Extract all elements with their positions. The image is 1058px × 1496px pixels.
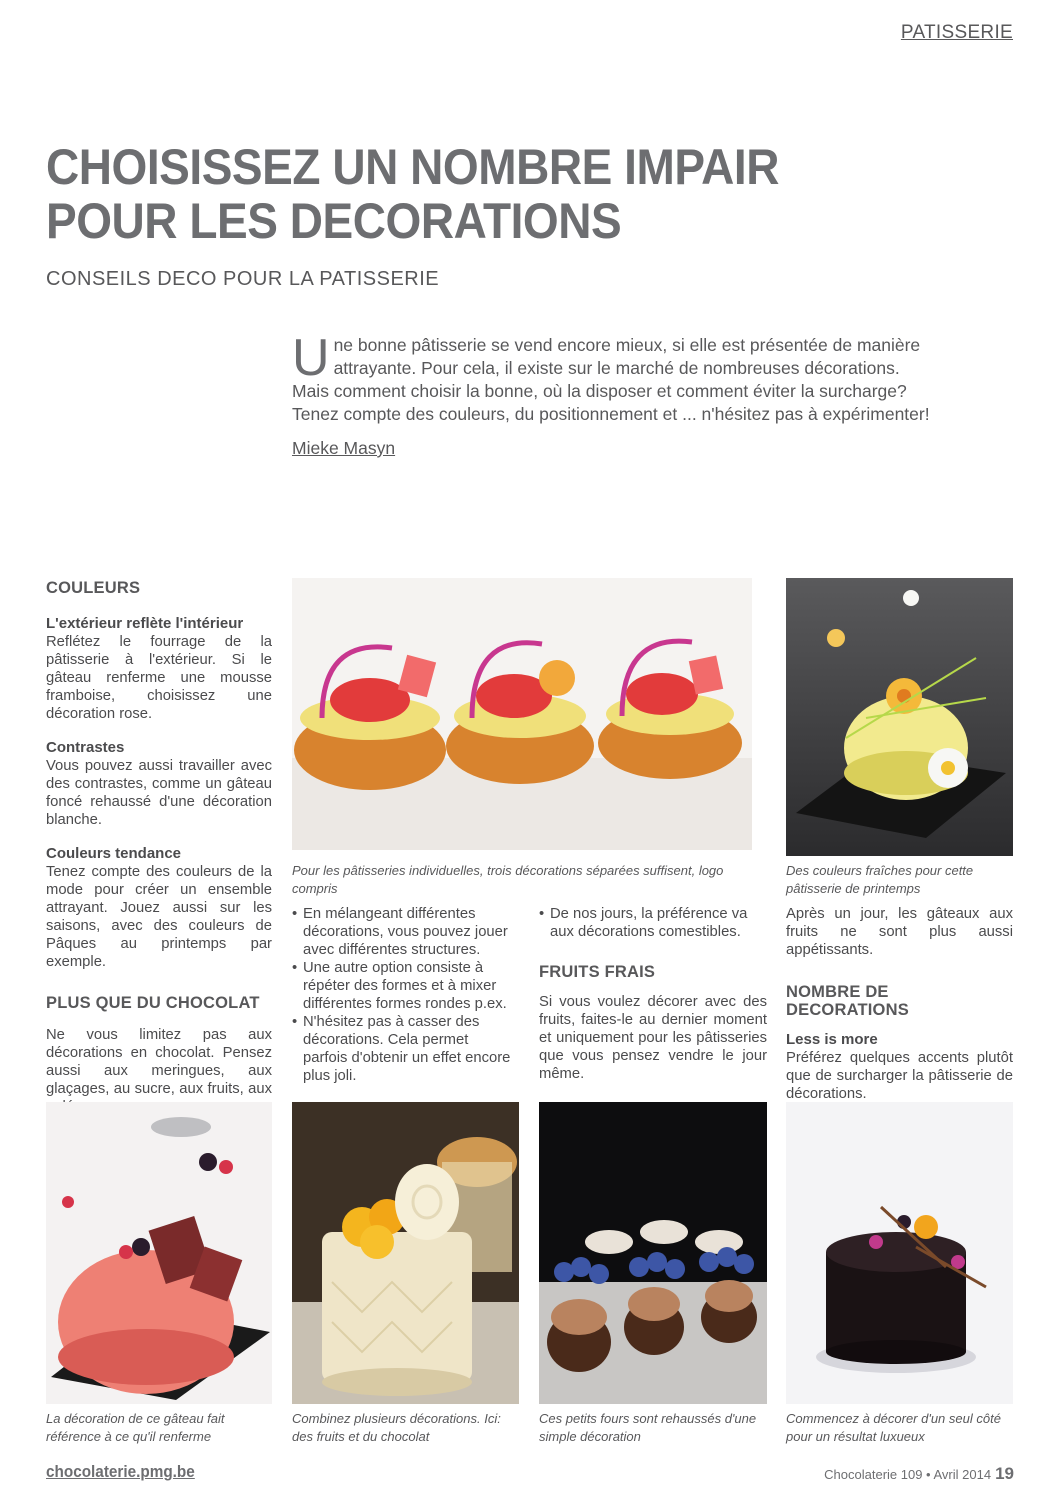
footer-issue bbox=[824, 1464, 1014, 1484]
text-aside: Après un jour, les gâteaux aux fruits ne sont plus aussi appétissants. bbox=[786, 906, 1013, 958]
text-contrastes: Vous pouvez aussi travailler avec des contrastes, comme un gâteau foncé rehaussé d'une décoration blanche. bbox=[46, 758, 272, 828]
author-link[interactable]: Mieke Masyn bbox=[292, 438, 396, 458]
text-exterieur: Reflétez le fourrage de la pâtisserie à l'extérieur. Si le gâteau renferme une mousse framboise, choisissez une décoration rose. bbox=[46, 634, 272, 722]
column-couleurs bbox=[46, 579, 272, 1116]
list-item: • N'hésitez pas à casser des décorations. Cela permet parfois d'obtenir un effet encore plus joli. bbox=[292, 1013, 514, 1085]
heading-chocolat: PLUS QUE DU CHOCOLAT bbox=[46, 994, 260, 1012]
footer-issue-text: Chocolaterie 109 • Avril 2014 bbox=[824, 1467, 992, 1482]
heading-nombre: NOMBRE DE DECORATIONS bbox=[786, 983, 909, 1019]
caption-tarts: Pour les pâtisseries individuelles, trois décorations séparées suffisent, logo compris bbox=[292, 863, 724, 896]
intro-text: ne bonne pâtisserie se vend encore mieux, si elle est présentée de manière attrayante. Pour cela, il existe sur le marché de nombreuses décorations. Mais comment choisir la bonne, où la disposer et comment éviter la surcharge? Tenez compte des couleurs, du positionnement et ... n'hésitez pas à expérimenter! bbox=[292, 335, 930, 424]
page-subtitle: CONSEILS DECO POUR LA PATISSERIE bbox=[46, 268, 440, 290]
subheading-tendance: Couleurs tendance bbox=[46, 845, 182, 862]
photo-white-cups bbox=[292, 1102, 519, 1404]
text-tendance: Tenez compte des couleurs de la mode pour créer un ensemble attrayant. Jouez aussi sur les saisons, avec des couleurs de Pâques au printemps par exemple. bbox=[46, 864, 272, 970]
photo-tarts bbox=[292, 578, 752, 850]
heading-fruits: FRUITS FRAIS bbox=[539, 963, 656, 981]
subheading-exterieur: L'extérieur reflète l'intérieur bbox=[46, 615, 244, 632]
text-nombre: Préférez quelques accents plutôt que de surcharger la pâtisserie de décorations. bbox=[786, 1050, 1013, 1102]
column-nombre bbox=[786, 905, 1013, 1103]
section-tag[interactable]: PATISSERIE bbox=[900, 22, 1013, 43]
list-item: • Une autre option consiste à répéter des formes et à mixer différentes formes rondes p.ex. bbox=[292, 959, 514, 1013]
caption-dark-cake: Commencez à décorer d'un seul côté pour un résultat luxueux bbox=[786, 1411, 1001, 1444]
text-fruits: Si vous voulez décorer avec des fruits, faites-le au dernier moment et uniquement pour les pâtisseries que vous pensez vendre le jour même. bbox=[539, 994, 767, 1082]
intro-paragraph bbox=[292, 329, 932, 426]
photo-yellow-dome bbox=[786, 578, 1013, 856]
column-fruits bbox=[539, 905, 767, 1083]
caption-white-cups: Combinez plusieurs décorations. Ici: des fruits et du chocolat bbox=[292, 1411, 501, 1444]
photo-dark-cake bbox=[786, 1102, 1013, 1404]
page-title-line-2: POUR LES DECORATIONS bbox=[46, 193, 622, 249]
footer-website-link[interactable]: chocolaterie.pmg.be bbox=[46, 1462, 195, 1481]
page-title bbox=[46, 140, 874, 248]
photo-petits-fours bbox=[539, 1102, 767, 1404]
heading-couleurs: COULEURS bbox=[46, 579, 141, 597]
dropcap: U bbox=[292, 329, 330, 387]
subheading-contrastes: Contrastes bbox=[46, 739, 125, 756]
bullet-list-right bbox=[539, 905, 767, 941]
list-item: • En mélangeant différentes décorations, vous pouvez jouer avec différentes structures. bbox=[292, 905, 514, 959]
subheading-less-is-more: Less is more bbox=[786, 1031, 878, 1048]
caption-petits-fours: Ces petits fours sont rehaussés d'une simple décoration bbox=[539, 1411, 757, 1444]
caption-yellow-dome: Des couleurs fraîches pour cette pâtisserie de printemps bbox=[786, 863, 974, 896]
page-title-line-1: CHOISISSEZ UN NOMBRE IMPAIR bbox=[46, 139, 779, 195]
caption-pink-dome: La décoration de ce gâteau fait référence à ce qu'il renferme bbox=[46, 1411, 225, 1444]
page-number: 19 bbox=[995, 1464, 1014, 1483]
list-item: • De nos jours, la préférence va aux décorations comestibles. bbox=[539, 905, 767, 941]
text-chocolat: Ne vous limitez pas aux décorations en chocolat. Pensez aussi aux meringues, aux glaçages, au sucre, aux fruits, aux bbox=[46, 1027, 272, 1097]
photo-pink-dome bbox=[46, 1102, 272, 1404]
bullet-list-middle bbox=[292, 905, 514, 1085]
